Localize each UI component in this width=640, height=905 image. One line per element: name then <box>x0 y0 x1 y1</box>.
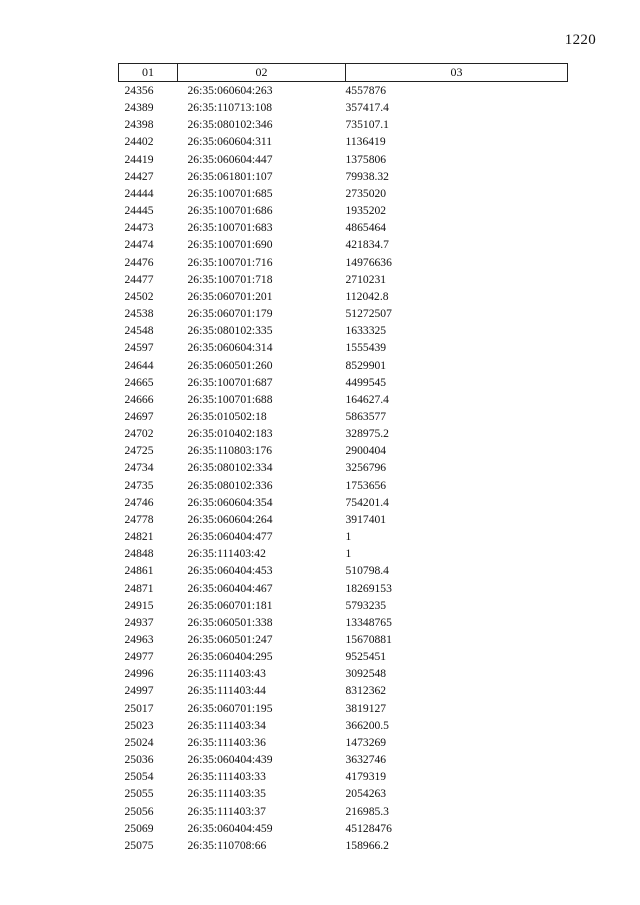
table-row <box>119 820 568 837</box>
cell-cadastral-number: 26:35:060404:459 <box>187 821 273 835</box>
table-row <box>119 442 568 459</box>
table-row <box>119 528 568 545</box>
cell-value: 216985.3 <box>345 804 389 818</box>
cell-cadastral-number: 26:35:060701:201 <box>187 289 273 303</box>
cell-value: 328975.2 <box>345 427 389 441</box>
cell-value: 51272507 <box>345 307 392 321</box>
cell-cadastral-number: 26:35:060604:314 <box>187 341 273 355</box>
table-row <box>119 751 568 768</box>
cell-value: 3092548 <box>345 667 387 681</box>
cell-cadastral-number: 26:35:061801:107 <box>187 169 273 183</box>
cell-cadastral-number: 26:35:100701:687 <box>187 375 273 389</box>
cell-cadastral-number: 26:35:060404:467 <box>187 581 273 595</box>
cell-id: 25055 <box>124 787 154 801</box>
cell-id: 24848 <box>124 547 154 561</box>
cell-cadastral-number: 26:35:111403:42 <box>187 547 266 561</box>
table-body <box>119 82 568 855</box>
cell-value: 13348765 <box>345 615 392 629</box>
cell-id: 24445 <box>124 204 154 218</box>
cell-value: 3632746 <box>345 753 387 767</box>
table-row <box>119 133 568 150</box>
cell-value: 1555439 <box>345 341 387 355</box>
cell-id: 24665 <box>124 375 154 389</box>
cell-cadastral-number: 26:35:060501:338 <box>187 615 273 629</box>
cell-id: 24427 <box>124 169 154 183</box>
cell-value: 1473269 <box>345 735 387 749</box>
cell-cadastral-number: 26:35:111403:43 <box>187 667 266 681</box>
table-row <box>119 322 568 339</box>
cell-id: 25069 <box>124 821 154 835</box>
cell-value: 14976636 <box>345 255 392 269</box>
cell-id: 24398 <box>124 118 154 132</box>
column-header-01: 01 <box>119 64 178 82</box>
table-row <box>119 271 568 288</box>
table-row <box>119 82 568 100</box>
cell-cadastral-number: 26:35:110803:176 <box>187 444 273 458</box>
cell-value: 4179319 <box>345 770 387 784</box>
cell-value: 2735020 <box>345 186 387 200</box>
cell-id: 24937 <box>124 615 154 629</box>
cell-value: 1935202 <box>345 204 387 218</box>
cell-cadastral-number: 26:35:100701:685 <box>187 186 273 200</box>
table-row <box>119 580 568 597</box>
cell-value: 510798.4 <box>345 564 389 578</box>
table-header <box>119 64 568 82</box>
table-row <box>119 151 568 168</box>
table-row <box>119 837 568 854</box>
cell-cadastral-number: 26:35:100701:686 <box>187 204 273 218</box>
table-row <box>119 545 568 562</box>
table-row <box>119 339 568 356</box>
table-row <box>119 459 568 476</box>
cell-cadastral-number: 26:35:060604:311 <box>187 135 273 149</box>
cell-value: 2054263 <box>345 787 387 801</box>
cell-cadastral-number: 26:35:110713:108 <box>187 101 273 115</box>
table-row <box>119 305 568 322</box>
cell-id: 24548 <box>124 324 154 338</box>
table-row <box>119 700 568 717</box>
cell-value: 1136419 <box>345 135 386 149</box>
cell-cadastral-number: 26:35:060604:264 <box>187 512 273 526</box>
cell-id: 24476 <box>124 255 154 269</box>
table-row <box>119 562 568 579</box>
cell-id: 24977 <box>124 650 154 664</box>
cell-cadastral-number: 26:35:100701:718 <box>187 272 273 286</box>
data-table <box>118 63 568 854</box>
cell-id: 25056 <box>124 804 154 818</box>
cell-id: 25023 <box>124 718 154 732</box>
cell-cadastral-number: 26:35:080102:346 <box>187 118 273 132</box>
cell-cadastral-number: 26:35:080102:336 <box>187 478 273 492</box>
cell-cadastral-number: 26:35:100701:716 <box>187 255 273 269</box>
cell-value: 735107.1 <box>345 118 389 132</box>
table-row <box>119 648 568 665</box>
cell-value: 4499545 <box>345 375 387 389</box>
cell-value: 5793235 <box>345 598 387 612</box>
column-header-02: 02 <box>178 64 346 82</box>
cell-cadastral-number: 26:35:060604:354 <box>187 495 273 509</box>
table-row <box>119 717 568 734</box>
table-row <box>119 185 568 202</box>
cell-cadastral-number: 26:35:060701:181 <box>187 598 273 612</box>
cell-cadastral-number: 26:35:060701:179 <box>187 307 273 321</box>
cell-id: 24735 <box>124 478 154 492</box>
cell-cadastral-number: 26:35:060404:295 <box>187 650 273 664</box>
cell-value: 1 <box>345 530 352 544</box>
cell-id: 24734 <box>124 461 154 475</box>
cell-value: 421834.7 <box>345 238 389 252</box>
cell-value: 112042.8 <box>345 289 389 303</box>
cell-value: 3819127 <box>345 701 387 715</box>
cell-id: 24996 <box>124 667 154 681</box>
table-row <box>119 408 568 425</box>
cell-id: 24597 <box>124 341 154 355</box>
cell-cadastral-number: 26:35:060404:439 <box>187 753 273 767</box>
cell-value: 8312362 <box>345 684 387 698</box>
cell-cadastral-number: 26:35:100701:683 <box>187 221 273 235</box>
cell-value: 2900404 <box>345 444 387 458</box>
cell-id: 24402 <box>124 135 154 149</box>
cell-value: 1753656 <box>345 478 387 492</box>
cell-cadastral-number: 26:35:060501:260 <box>187 358 273 372</box>
cell-value: 2710231 <box>345 272 387 286</box>
cell-cadastral-number: 26:35:111403:34 <box>187 718 266 732</box>
cell-value: 45128476 <box>345 821 392 835</box>
cell-id: 24473 <box>124 221 154 235</box>
cell-id: 24502 <box>124 289 154 303</box>
cell-cadastral-number: 26:35:060604:447 <box>187 152 273 166</box>
cell-id: 24821 <box>124 530 154 544</box>
cell-id: 24389 <box>124 101 154 115</box>
cell-id: 24963 <box>124 633 154 646</box>
cell-cadastral-number: 26:35:010502:18 <box>187 409 267 423</box>
table-row <box>119 236 568 253</box>
cell-cadastral-number: 26:35:060501:247 <box>187 633 273 646</box>
cell-id: 25017 <box>124 701 154 715</box>
cell-id: 24697 <box>124 409 154 423</box>
cell-id: 24419 <box>124 152 154 166</box>
table-row <box>119 614 568 631</box>
cell-id: 24778 <box>124 512 154 526</box>
table-row <box>119 511 568 528</box>
cell-value: 1 <box>345 547 352 561</box>
table-row <box>119 374 568 391</box>
cell-cadastral-number: 26:35:060404:453 <box>187 564 273 578</box>
cell-cadastral-number: 26:35:111403:33 <box>187 770 266 784</box>
cell-id: 25036 <box>124 753 154 767</box>
table-row <box>119 785 568 802</box>
cell-cadastral-number: 26:35:111403:35 <box>187 787 266 801</box>
cell-cadastral-number: 26:35:060701:195 <box>187 701 273 715</box>
table-row <box>119 99 568 116</box>
cell-cadastral-number: 26:35:111403:44 <box>187 684 266 698</box>
cell-id: 24725 <box>124 444 154 458</box>
cell-cadastral-number: 26:35:010402:183 <box>187 427 273 441</box>
table-row <box>119 357 568 374</box>
table-row <box>119 254 568 271</box>
table-row <box>119 494 568 511</box>
table-row <box>119 734 568 751</box>
cell-value: 158966.2 <box>345 838 389 852</box>
cell-value: 754201.4 <box>345 495 389 509</box>
cell-id: 24444 <box>124 186 154 200</box>
cell-id: 24997 <box>124 684 154 698</box>
cell-cadastral-number: 26:35:111403:36 <box>187 735 266 749</box>
table-row <box>119 288 568 305</box>
cell-cadastral-number: 26:35:080102:334 <box>187 461 273 475</box>
cell-value: 1633325 <box>345 324 387 338</box>
table-row <box>119 477 568 494</box>
cell-id: 24666 <box>124 392 154 406</box>
cell-value: 18269153 <box>345 581 392 595</box>
table-row <box>119 768 568 785</box>
cell-id: 24644 <box>124 358 154 372</box>
cell-cadastral-number: 26:35:060604:263 <box>187 84 273 97</box>
cell-id: 24871 <box>124 581 154 595</box>
cell-id: 24538 <box>124 307 154 321</box>
table-row <box>119 425 568 442</box>
cell-value: 3917401 <box>345 512 387 526</box>
column-header-03: 03 <box>346 64 568 82</box>
cell-value: 79938.32 <box>345 169 389 183</box>
cell-id: 24861 <box>124 564 154 578</box>
cell-id: 25054 <box>124 770 154 784</box>
cell-cadastral-number: 26:35:100701:690 <box>187 238 273 252</box>
cell-cadastral-number: 26:35:110708:66 <box>187 838 267 852</box>
cell-value: 15670881 <box>345 633 392 646</box>
table-row <box>119 219 568 236</box>
table-row <box>119 631 568 648</box>
table-row <box>119 597 568 614</box>
cell-cadastral-number: 26:35:111403:37 <box>187 804 266 818</box>
cell-id: 24356 <box>124 84 154 97</box>
cell-id: 25075 <box>124 838 154 852</box>
cell-cadastral-number: 26:35:060404:477 <box>187 530 273 544</box>
cell-id: 24915 <box>124 598 154 612</box>
cell-value: 4865464 <box>345 221 387 235</box>
cell-value: 8529901 <box>345 358 387 372</box>
table-row <box>119 116 568 133</box>
cell-id: 24477 <box>124 272 154 286</box>
cell-cadastral-number: 26:35:100701:688 <box>187 392 273 406</box>
cell-value: 1375806 <box>345 152 387 166</box>
cell-id: 24702 <box>124 427 154 441</box>
cell-id: 24746 <box>124 495 154 509</box>
cell-value: 5863577 <box>345 409 387 423</box>
page-number: 1220 <box>564 32 596 48</box>
cell-value: 357417.4 <box>345 101 389 115</box>
cell-id: 25024 <box>124 735 154 749</box>
cell-id: 24474 <box>124 238 154 252</box>
table-row <box>119 803 568 820</box>
table-row <box>119 168 568 185</box>
table-row <box>119 682 568 699</box>
table-row <box>119 391 568 408</box>
cell-value: 3256796 <box>345 461 387 475</box>
cell-value: 366200.5 <box>345 718 389 732</box>
table-row <box>119 202 568 219</box>
cell-value: 9525451 <box>345 650 387 664</box>
cell-value: 164627.4 <box>345 392 389 406</box>
cell-cadastral-number: 26:35:080102:335 <box>187 324 273 338</box>
cell-value: 4557876 <box>345 84 387 97</box>
header-row <box>119 64 568 82</box>
table-row <box>119 665 568 682</box>
